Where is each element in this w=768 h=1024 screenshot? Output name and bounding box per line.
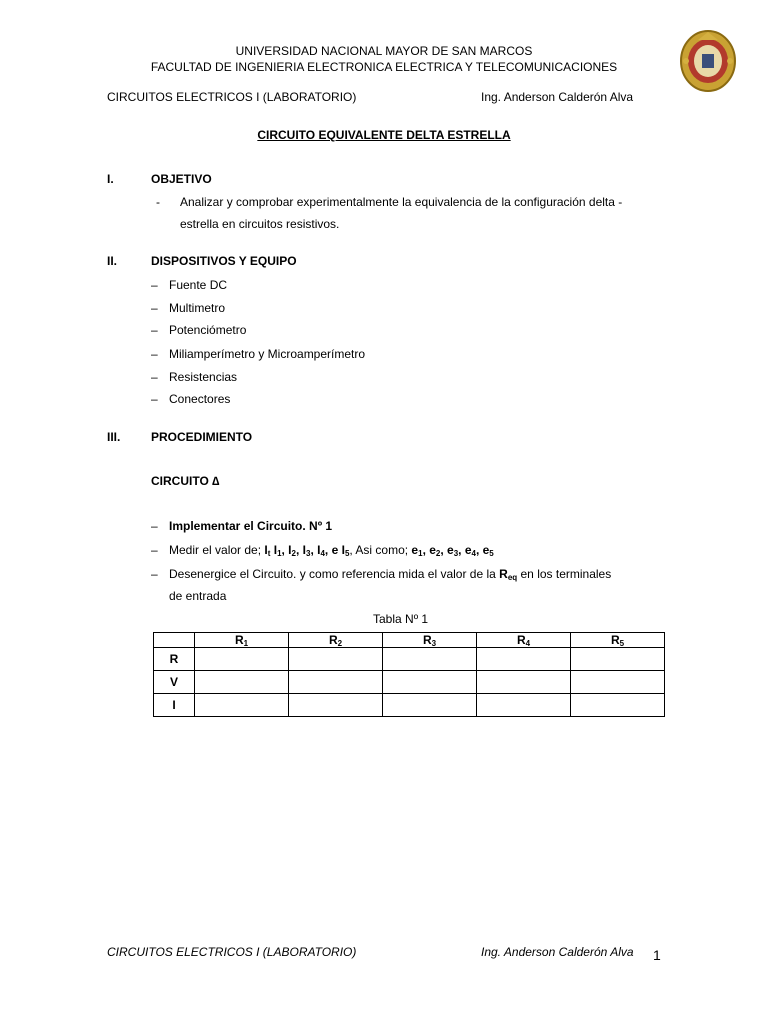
table-cell [383,694,477,717]
section-number: III. [107,430,121,444]
column-header: $R_2$ [289,633,383,648]
table-caption: Tabla Nº 1 [373,612,429,626]
table-cell [383,648,477,671]
table-row [154,694,665,717]
table-cell [195,648,289,671]
footer-instructor: Ing. Anderson Calderón Alva [481,945,634,959]
section-number: II. [107,254,118,268]
equipment-item: Miliamperímetro y Microamperímetro [169,347,366,361]
table-cell [571,694,665,717]
equipment-item: Multimetro [169,301,226,315]
table-corner-cell [154,633,195,648]
table-cell [195,671,289,694]
table-cell [289,648,383,671]
objective-text-line2: estrella en circuitos resistivos. [180,217,340,231]
equipment-item: Potenciómetro [169,323,247,337]
row-label: R [154,648,195,671]
step-measure: Medir el valor de; $I_t$ $I_1$, $I_2$, $I_3$, $I_4$, e $I_5$, Asi como; $e_1$, $e_2$, $e_3$, $e_4$, $e_5$ [169,543,494,558]
bullet: – [151,519,158,533]
column-header: $R_3$ [383,633,477,648]
table-cell [477,671,571,694]
table-header-row [154,633,665,648]
section-heading: OBJETIVO [151,172,212,186]
bullet: – [151,392,158,406]
table-cell [571,648,665,671]
instructor-name: Ing. Anderson Calderón Alva [481,90,634,104]
table-cell [383,671,477,694]
page-number: 1 [653,947,661,963]
bullet: – [151,543,158,557]
footer-course: CIRCUITOS ELECTRICOS I (LABORATORIO) [107,945,357,959]
table-cell [477,694,571,717]
step-deenergize: Desenergice el Circuito. y como referencia mida el valor de la $R_{eq}$ en los terminales [169,567,612,582]
equipment-item: Conectores [169,392,231,406]
table-row [154,671,665,694]
section-number: I. [107,172,114,186]
bullet: – [151,278,158,292]
table-cell [571,671,665,694]
row-label: I [154,694,195,717]
equipment-item: Fuente DC [169,278,228,292]
table-cell [289,694,383,717]
bullet: – [151,301,158,315]
document-title: CIRCUITO EQUIVALENTE DELTA ESTRELLA [257,128,511,142]
equipment-item: Resistencias [169,370,238,384]
section-heading: PROCEDIMIENTO [151,430,253,444]
university-seal-logo [678,28,738,94]
table-cell [289,671,383,694]
measurement-table [153,632,665,717]
university-name: UNIVERSIDAD NACIONAL MAYOR DE SAN MARCOS [235,44,533,58]
step-deenergize-cont: de entrada [169,589,227,603]
course-name: CIRCUITOS ELECTRICOS I (LABORATORIO) [107,90,357,104]
faculty-name: FACULTAD DE INGENIERIA ELECTRONICA ELECTRICA Y TELECOMUNICACIONES [150,60,618,74]
bullet: - [156,195,160,209]
column-header: $R_1$ [195,633,289,648]
table-cell [477,648,571,671]
table-row [154,648,665,671]
row-label: V [154,671,195,694]
column-header: $R_4$ [477,633,571,648]
column-header: $R_5$ [571,633,665,648]
section-heading: DISPOSITIVOS Y EQUIPO [151,254,297,268]
bullet: – [151,347,158,361]
bullet: – [151,567,158,581]
bullet: – [151,370,158,384]
objective-text-line1: Analizar y comprobar experimentalmente la equivalencia de la configuración delta - [180,195,623,209]
bullet: – [151,323,158,337]
step-implement: Implementar el Circuito. Nº 1 [169,519,333,533]
table-cell [195,694,289,717]
circuit-label: CIRCUITO ∆ [151,474,220,488]
